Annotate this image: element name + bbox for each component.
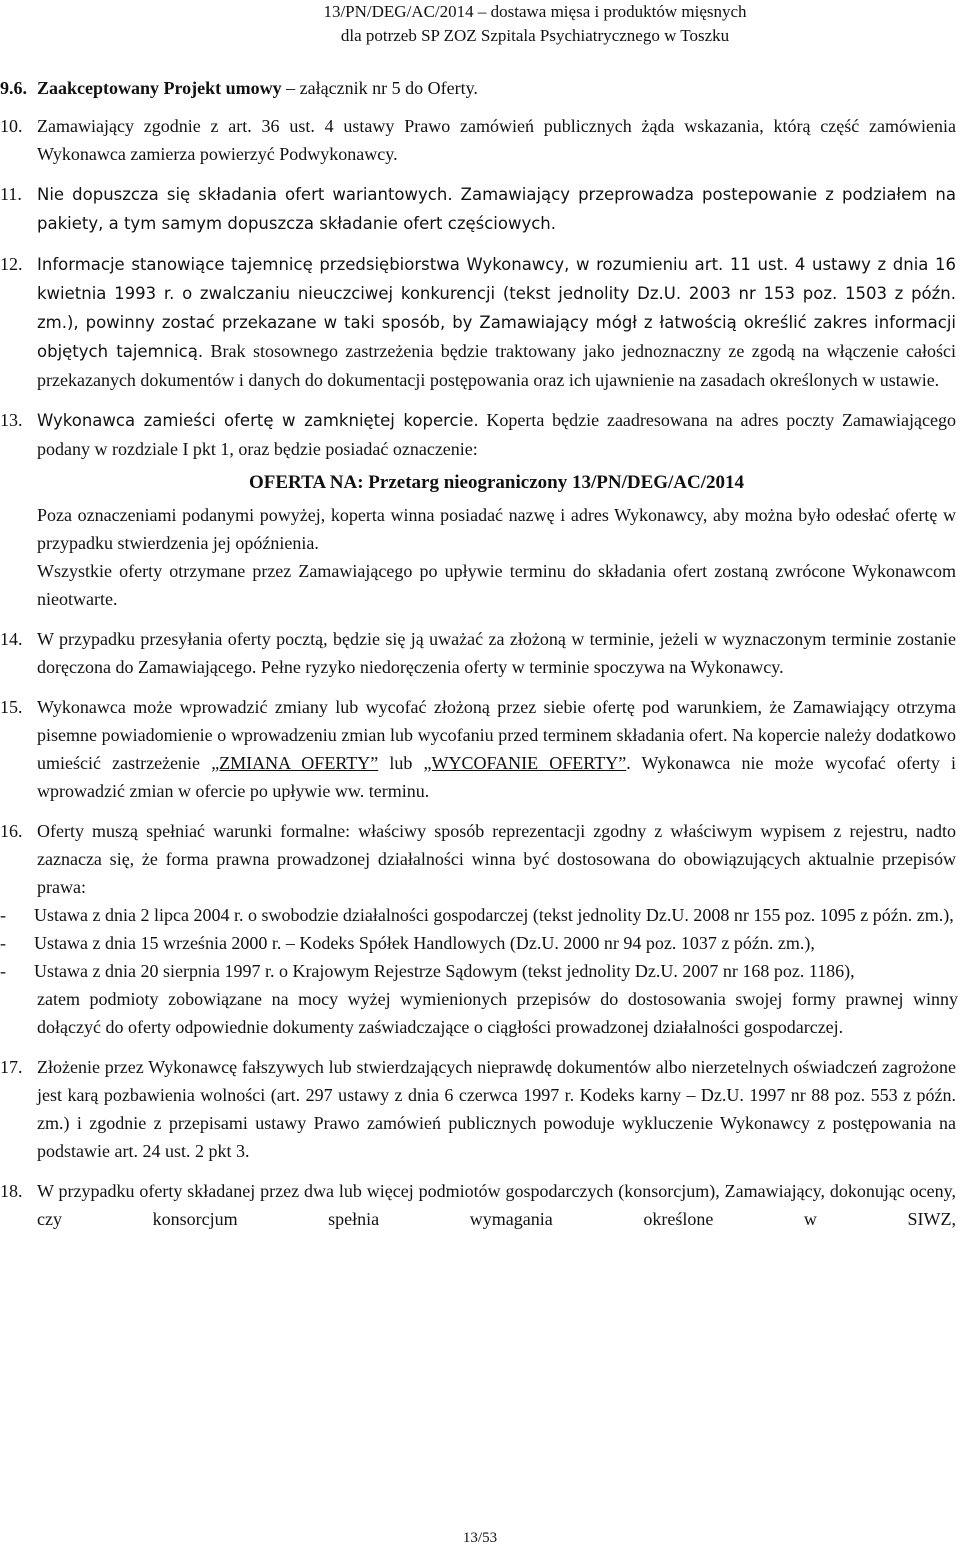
document-body <box>0 74 958 1233</box>
list-bullet: - <box>0 933 6 953</box>
item-text-b: Brak stosownego zastrzeżenia będzie traktowany jako jednoznaczny ze zgodą na włączenie całości przekazanych dokumentów i danych do dokumentacji postępowania oraz ich ujawnienie na zasadach określonych w ustawie. <box>37 341 956 390</box>
item-18 <box>0 1177 958 1233</box>
offer-label: OFERTA NA: Przetarg nieograniczony 13/PN/DEG/AC/2014 <box>248 472 745 493</box>
list-bullet: - <box>0 961 6 981</box>
item-text: W przypadku oferty składanej przez dwa lub więcej podmiotów gospodarczych (konsorcjum), Zamawiający, dokonując oceny, czy konsorcjum spełnia wymagania określone w SIWZ, <box>37 1181 956 1229</box>
list-item <box>0 901 958 929</box>
item-17 <box>0 1053 958 1165</box>
item-number: 12. <box>0 254 23 274</box>
item-title: Zaakceptowany Projekt umowy <box>37 78 282 98</box>
item-number: 9.6. <box>0 78 27 98</box>
item-number: 18. <box>0 1181 23 1201</box>
page-header <box>0 0 960 48</box>
list-item <box>0 957 958 985</box>
item-text-a: Wykonawca zamieści ofertę w zamkniętej kopercie. <box>37 411 479 430</box>
item-text-b: zatem podmioty zobowiązane na mocy wyżej wymienionych przepisów do dostosowania swojej formy prawnej winny dołączyć do oferty odpowiednie dokumenty zaświadczające o ciągłości prowadzonej działalności gospodarczej. <box>37 989 958 1037</box>
item-9-6 <box>0 74 958 102</box>
list-item-text: Ustawa z dnia 20 sierpnia 1997 r. o Krajowym Rejestrze Sądowym (tekst jednolity Dz.U. 2007 nr 168 poz. 1186), <box>34 961 855 981</box>
item-text-a: Oferty muszą spełniać warunki formalne: właściwy sposób reprezentacji zgodny z właściwym wypisem z rejestru, nadto zaznacza się, że forma prawna prowadzonej działalności winna być dostosowana do obowiązujących aktualnie przepisów prawa: <box>37 821 956 897</box>
item-14 <box>0 625 958 681</box>
item-number: 15. <box>0 697 23 717</box>
item-12 <box>0 250 958 394</box>
item-text: Zamawiający zgodnie z art. 36 ust. 4 ustawy Prawo zamówień publicznych żąda wskazania, którą część zamówienia Wykonawca zamierza powierzyć Podwykonawcy. <box>37 116 956 164</box>
law-list <box>0 901 958 985</box>
item-text: – załącznik nr 5 do Oferty. <box>281 78 478 98</box>
item-text-or: lub <box>378 753 424 773</box>
wycofanie-oferty-label: „WYCOFANIE OFERTY” <box>423 753 627 773</box>
item-text-b: Koperta będzie zaadresowana na adres poczty Zamawiającego podany w rozdziale I pkt 1, oraz będzie posiadać oznaczenie: <box>37 410 956 459</box>
item-text: Złożenie przez Wykonawcę fałszywych lub stwierdzających nieprawdę dokumentów albo nierzetelnych oświadczeń zagrożone jest karą pozbawienia wolności (art. 297 ustawy z dnia 6 czerwca 1997 r. Kodeks karny – Dz.U. 1997 nr 88 poz. 553 z późn. zm.) i zgodnie z przepisami ustawy Prawo zamówień publicznych powoduje wykluczenie Wykonawcy z postępowania na podstawie art. 24 ust. 2 pkt 3. <box>37 1057 956 1161</box>
item-text-b: Zamawiający przeprowadza postepowanie z podziałem na pakiety, a tym samym dopuszcza składanie ofert częściowych. <box>37 185 957 233</box>
item-15 <box>0 693 958 805</box>
item-text-p3: Wszystkie oferty otrzymane przez Zamawiającego po upływie terminu do składania ofert zostaną zwrócone Wykonawcom nieotwarte. <box>37 561 956 609</box>
item-13 <box>0 406 958 613</box>
item-text-a: Wykonawca może wprowadzić zmiany lub wycofać złożoną przez siebie ofertę pod warunkiem, że Zamawiający otrzyma pisemne powiadomienie o wprowadzeniu zmian lub wycofaniu przed terminem składania ofert. Na kopercie należy dodatkowo umieścić zastrzeżenie <box>37 697 956 773</box>
item-number: 14. <box>0 629 23 649</box>
header-line-2: dla potrzeb SP ZOZ Szpitala Psychiatrycznego w Toszku <box>340 26 730 45</box>
item-text-p2: Poza oznaczeniami podanymi powyżej, koperta winna posiadać nazwę i adres Wykonawcy, aby można było odesłać ofertę w przypadku stwierdzenia jej opóźnienia. <box>37 505 956 553</box>
item-number: 11. <box>0 184 22 204</box>
item-16 <box>0 817 958 901</box>
item-text: W przypadku przesyłania oferty pocztą, będzie się ją uważać za złożoną w terminie, jeżeli w wyznaczonym terminie zostanie doręczona do Zamawiającego. Pełne ryzyko niedoręczenia oferty w terminie spoczywa na Wykonawcy. <box>37 629 956 677</box>
item-number: 17. <box>0 1057 23 1077</box>
item-text-b: . Wykonawca nie może wycofać oferty i wprowadzić zmian w ofercie po upływie ww. terminu. <box>37 753 956 801</box>
item-number: 13. <box>0 410 23 430</box>
zmiana-oferty-label: „ZMIANA OFERTY” <box>211 753 379 773</box>
item-16-conclusion <box>37 985 958 1041</box>
item-text-a: Nie dopuszcza się składania ofert wariantowych. <box>37 185 453 204</box>
item-text-a: Informacje stanowiące tajemnicę przedsiębiorstwa Wykonawcy, w rozumieniu art. 11 ust. 4 ustawy z dnia 16 kwietnia 1993 r. o zwalczaniu nieuczciwej konkurencji (tekst jednolity Dz.U. 2003 nr 153 poz. 1503 z późn. zm.), powinny zostać przekazane w taki sposób, by Zamawiający mógł z łatwością określić zakres informacji objętych tajemnicą. <box>37 255 956 361</box>
page-number: 13/53 <box>462 1530 498 1546</box>
list-item <box>0 929 958 957</box>
list-item-text: Ustawa z dnia 15 września 2000 r. – Kodeks Spółek Handlowych (Dz.U. 2000 nr 94 poz. 1037 z późn. zm.), <box>34 933 815 953</box>
item-11 <box>0 180 958 238</box>
item-number: 16. <box>0 821 23 841</box>
item-number: 10. <box>0 116 23 136</box>
header-line-1: 13/PN/DEG/AC/2014 – dostawa mięsa i produktów mięsnych <box>323 2 747 21</box>
list-bullet: - <box>0 905 6 925</box>
item-10 <box>0 112 958 168</box>
list-item-text: Ustawa z dnia 2 lipca 2004 r. o swobodzie działalności gospodarczej (tekst jednolity Dz.U. 2008 nr 155 poz. 1095 z późn. zm.), <box>34 905 954 925</box>
